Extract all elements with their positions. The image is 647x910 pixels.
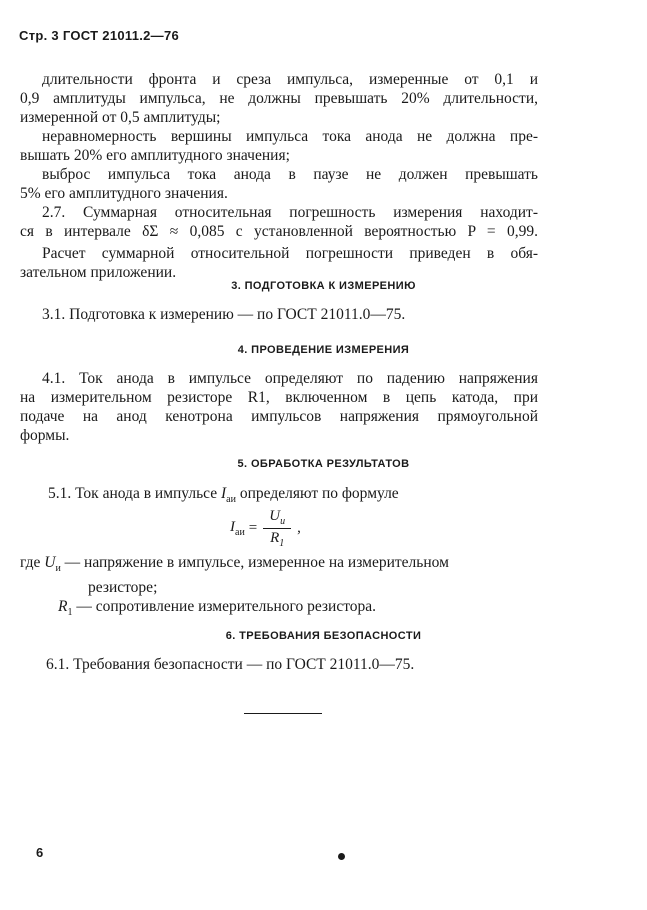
def-continuation: резисторе; (88, 579, 158, 597)
text-line: формы. (20, 427, 70, 444)
text-line: зательном приложении. (20, 264, 177, 281)
text-line: на измерительном резисторе R1, включенном в цепь катода, при (20, 389, 538, 406)
def-subscript: и (55, 563, 61, 575)
section-6-text: 6.1. Требования безопасности — по ГОСТ 21011.0—75. (46, 656, 415, 673)
section-3-text: 3.1. Подготовка к измерению — по ГОСТ 21011.0—75. (42, 306, 406, 323)
formula-equals: = (248, 520, 258, 536)
formula-denominator: R (270, 530, 280, 546)
ink-dot (338, 853, 345, 860)
formula-fraction (263, 508, 291, 549)
text-line: подаче на анод кенотрона импульсов напряжения прямоугольной (20, 408, 538, 425)
def-symbol: R (58, 598, 68, 616)
section-title-4: 4. ПРОВЕДЕНИЕ ИЗМЕРЕНИЯ (237, 344, 410, 356)
text-line: выброс импульса тока анода в паузе не должен превышать (42, 166, 538, 183)
intro-block (20, 70, 538, 282)
text-line: 2.7. Суммарная относительная погрешность измерения находит- (42, 204, 538, 221)
section-5-lead (20, 484, 566, 509)
lead-subscript: аи (226, 494, 236, 506)
text-line: неравномерность вершины импульса тока анода не должна пре- (42, 128, 538, 145)
formula (230, 508, 301, 549)
section-title-6: 6. ТРЕБОВАНИЯ БЕЗОПАСНОСТИ (225, 630, 422, 642)
text-line: ся в интервале δΣ ≈ 0,085 с установленной вероятностью P = 0,99. (20, 223, 538, 240)
definitions (20, 553, 538, 622)
formula-lhs-sub: аи (235, 527, 245, 538)
formula-denominator-sub: 1 (279, 538, 285, 549)
section-4-block (20, 369, 538, 445)
page-number: 6 (36, 845, 44, 860)
lead-tail: определяют по формуле (239, 485, 399, 502)
formula-numerator-sub: и (280, 516, 286, 527)
def-subscript: 1 (67, 607, 73, 619)
def-symbol: U (44, 554, 56, 571)
page-header: Стр. 3 ГОСТ 21011.2—76 (19, 28, 180, 43)
text-line: длительности фронта и среза импульса, измеренные от 0,1 и (42, 71, 538, 88)
def-text: — сопротивление измерительного резистора. (76, 598, 377, 616)
lead-symbol: I (221, 485, 227, 502)
text-line: 5% его амплитудного значения. (20, 185, 228, 202)
text-line: вышать 20% его амплитудного значения; (20, 147, 290, 164)
formula-numerator: U (269, 508, 281, 524)
def-text: — напряжение в импульсе, измеренное на измерительном (64, 554, 449, 571)
section-title-3: 3. ПОДГОТОВКА К ИЗМЕРЕНИЮ (231, 280, 416, 292)
formula-tail: , (297, 520, 301, 536)
formula-lhs: I (230, 519, 235, 535)
text-line: измеренной от 0,5 амплитуды; (20, 109, 221, 126)
where-word: где (20, 554, 41, 571)
lead-text: 5.1. Ток анода в импульсе (48, 485, 218, 502)
text-line: 0,9 амплитуды импульса, не должны превышать 20% длительности, (20, 90, 538, 107)
end-rule (244, 713, 322, 714)
text-line: Расчет суммарной относительной погрешности приведен в обя- (42, 245, 538, 262)
text-line: 4.1. Ток анода в импульсе определяют по падению напряжения (42, 370, 538, 387)
section-title-5: 5. ОБРАБОТКА РЕЗУЛЬТАТОВ (237, 458, 410, 470)
